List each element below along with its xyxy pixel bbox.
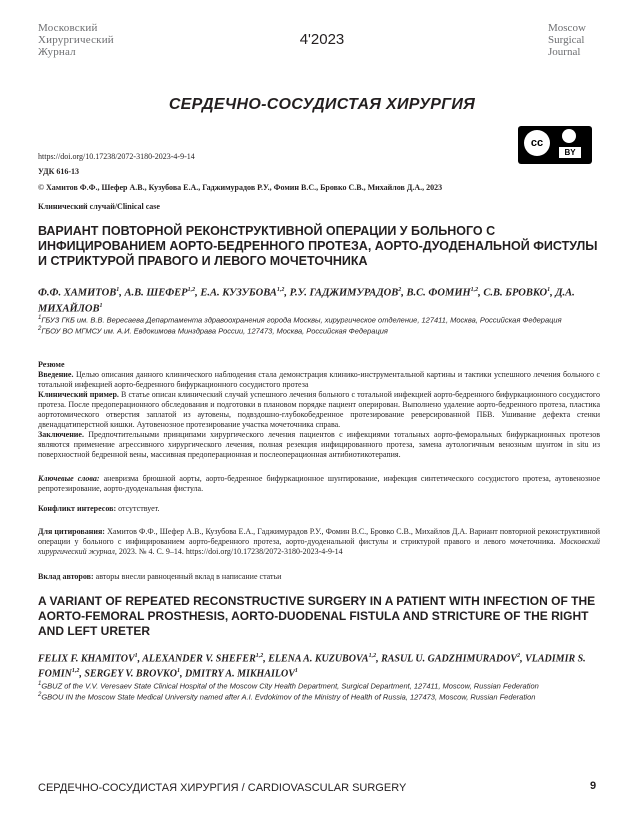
author: VLADIMIR S. FOMIN bbox=[38, 653, 586, 680]
logo-ru-line-1: Московский bbox=[38, 22, 98, 34]
affiliation-text: ГБОУ ВО МГМСУ им. А.И. Евдокимова Минздрава России, 127473, Москва, Российская Федерация bbox=[41, 326, 388, 336]
page-number: 9 bbox=[590, 780, 597, 792]
authors-en: FELIX F. KHAMITOV$^1$, ALEXANDER V. SHEFER$^{1,2}$, ELENA A. KUZUBOVA$^{1,2}$, RASUL U. GADZHIMURADOV$^2$, VLADIMIR S. FOMIN$^{1,2}$, SERGEY V. BROVKO$^1$, DMITRY A. MIKHAILOV$^1$ bbox=[38, 653, 586, 680]
case-label: Клинический пример. bbox=[38, 390, 119, 399]
case-text: В статье описан клинический случай успешного лечения больного с тотальной инфекцией аорто-бедренного бифуркационного сосудистого протеза. После предоперационного обследования и подготовки в плановом порядке пациент оперирован. Выполнено удаление аорто-бедренного протеза, пластика аортотомического отверстия заплатой из аутовены, подвздошно-глубокобедренное протезирование реверсированной ПБВ. Ушивание дефекта стенки двенадцатиперстной кишки. Аутовенозное протезирование участка мочеточника справа. bbox=[38, 390, 601, 429]
author: Ф.Ф. ХАМИТОВ bbox=[38, 287, 117, 299]
affiliation bbox=[38, 325, 598, 336]
author-sup: 1 bbox=[134, 653, 138, 659]
by-label: BY bbox=[559, 147, 581, 158]
affiliations-ru bbox=[38, 314, 598, 336]
author-sup: 1,2 bbox=[71, 668, 80, 675]
keywords-label: Ключевые слова: bbox=[38, 474, 100, 483]
author: А.В. ШЕФЕР bbox=[124, 287, 188, 299]
contribution-text: авторы внесли равноценный вклад в написание статьи bbox=[95, 572, 282, 581]
authors-ru: Ф.Ф. ХАМИТОВ$^1$, А.В. ШЕФЕР$^{1,2}$, Е.А. КУЗУБОВА$^{1,2}$, Р.У. ГАДЖИМУРАДОВ$^2$, В.С. ФОМИН$^{1,2}$, С.В. БРОВКО$^1$, Д.А. МИХАЙЛОВ$^1$ bbox=[38, 287, 575, 314]
citation-text: Хамитов Ф.Ф., Шефер А.В., Кузубова Е.А., Гаджимурадов Р.У., Фомин В.С., Бровко С.В., Михайлов Д.А. Вариант повторной реконструктивной операции у больного с инфицированием аорто-бедренного протеза, аорто-дуоденальной фистулы и стриктурой правого и левого мочеточника. bbox=[38, 527, 601, 546]
doi-link[interactable]: https://doi.org/10.17238/2072-3180-2023-4-9-14 bbox=[38, 152, 195, 161]
keywords bbox=[38, 474, 600, 494]
author: ALEXANDER V. SHEFER bbox=[142, 653, 256, 665]
author-sup: 1,2 bbox=[368, 653, 377, 659]
author: RASUL U. GADZHIMURADOV bbox=[381, 653, 518, 665]
author: DMITRY A. MIKHAILOV bbox=[184, 668, 295, 680]
abstract-ru bbox=[38, 360, 600, 460]
logo-en-line-2: Surgical bbox=[548, 34, 585, 46]
author-sup: 1 bbox=[176, 668, 180, 675]
person-icon bbox=[562, 129, 576, 143]
author-sup: 1,2 bbox=[470, 287, 479, 293]
contribution-label: Вклад авторов: bbox=[38, 572, 94, 581]
author: В.С. ФОМИН bbox=[406, 287, 471, 299]
author-sup: 2 bbox=[517, 653, 521, 659]
author-sup: 1 bbox=[116, 287, 120, 293]
author-sup: 1,2 bbox=[187, 287, 196, 293]
citation-tail: 2023. № 4. С. 9–14. https://doi.org/10.17238/2072-3180-2023-4-9-14 bbox=[118, 547, 343, 556]
conflict-label: Конфликт интересов: bbox=[38, 504, 117, 513]
copyright: © Хамитов Ф.Ф., Шефер А.В., Кузубова Е.А., Гаджимурадов Р.У., Фомин В.С., Бровко С.В., Михайлов Д.А., 2023 bbox=[38, 183, 443, 192]
affiliation-sup: 1 bbox=[38, 681, 42, 687]
article-title-ru: ВАРИАНТ ПОВТОРНОЙ РЕКОНСТРУКТИВНОЙ ОПЕРАЦИИ У БОЛЬНОГО С ИНФИЦИРОВАНИЕМ АОРТО-БЕДРЕННОГО ПРОТЕЗА, АОРТО-ДУОДЕНАЛЬНОЙ ФИСТУЛЫ И СТРИКТУРОЙ ПРАВОГО И ЛЕВОГО МОЧЕТОЧНИКА bbox=[38, 224, 598, 268]
affiliation-sup: 1 bbox=[38, 315, 42, 321]
udk: УДК 616-13 bbox=[38, 167, 80, 176]
conflict-text: отсутствует. bbox=[118, 504, 160, 513]
affiliation bbox=[38, 680, 598, 691]
conflict bbox=[38, 504, 600, 514]
issue-number: 4'2023 bbox=[299, 31, 345, 48]
logo-en-line-1: Moscow bbox=[548, 22, 586, 34]
logo-ru-line-2: Хирургический bbox=[38, 34, 114, 46]
section-title: СЕРДЕЧНО-СОСУДИСТАЯ ХИРУРГИЯ bbox=[168, 96, 476, 113]
cc-icon: cc bbox=[524, 130, 550, 156]
citation-label: Для цитирования: bbox=[38, 527, 105, 536]
affiliation-text: ГБУЗ ГКБ им. В.В. Вересаева Департамента здравоохранения города Москвы, хирургическое отделение, 127411, Москва, Российская Федерация bbox=[41, 315, 562, 325]
article-title-en: A VARIANT OF REPEATED RECONSTRUCTIVE SURGERY IN A PATIENT WITH INFECTION OF THE AORTO-FEMORAL PROSTHESIS, AORTO-DUODENAL FISTULA AND STRICTURE OF THE RIGHT AND LEFT URETER bbox=[38, 594, 596, 638]
author: Е.А. КУЗУБОВА bbox=[200, 287, 277, 299]
affiliation-text: GBUZ of the V.V. Veresaev State Clinical Hospital of the Moscow City Health Department, Surgical Department, 127411, Moscow, Russian Federation bbox=[41, 681, 539, 691]
author: ELENA A. KUZUBOVA bbox=[268, 653, 369, 665]
abstract-heading: Резюме bbox=[38, 360, 65, 369]
intro-label: Введение. bbox=[38, 370, 74, 379]
author: SERGEY V. BROVKO bbox=[84, 668, 177, 680]
author-sup: 1 bbox=[294, 668, 298, 675]
citation bbox=[38, 527, 600, 557]
journal-logo-en bbox=[548, 22, 618, 58]
logo-ru-line-3: Журнал bbox=[38, 46, 76, 58]
affiliation bbox=[38, 314, 598, 325]
cc-by-license-icon[interactable] bbox=[518, 126, 592, 164]
author-sup: 1 bbox=[547, 287, 551, 293]
conclusion-label: Заключение. bbox=[38, 430, 84, 439]
author-sup: 1,2 bbox=[255, 653, 264, 659]
affiliation-text: GBOU IN the Moscow State Medical University named after A.I. Evdokimov of the Ministry of Health of Russia, 127473, Moscow, Russian Federation bbox=[41, 692, 536, 702]
author: Р.У. ГАДЖИМУРАДОВ bbox=[289, 287, 399, 299]
affiliation-sup: 2 bbox=[38, 692, 42, 698]
citation-journal: Московский хирургический журнал, bbox=[38, 537, 601, 556]
article-type: Клинический случай/Clinical case bbox=[38, 202, 160, 211]
author-sup: 1,2 bbox=[276, 287, 285, 293]
conclusion-text: Предпочтительными принципами хирургического лечения пациентов с инфекциями тотальных аорто-феморальных бифуркационных протезов являются применение агрессивного хирургического лечения, полная резекция инфицированного протеза, замена аутологичным венозным шунтом in situ из поверхностной бедренной вены, массивная предоперационная и послеоперационная антибиотикотерапия. bbox=[38, 430, 601, 459]
author: FELIX F. KHAMITOV bbox=[38, 653, 135, 665]
logo-en-line-3: Journal bbox=[548, 46, 581, 58]
affiliation-sup: 2 bbox=[38, 326, 42, 332]
contribution bbox=[38, 572, 600, 582]
author: Д.А. МИХАЙЛОВ bbox=[38, 287, 575, 314]
author-sup: 2 bbox=[398, 287, 402, 293]
affiliations-en bbox=[38, 680, 598, 702]
keywords-text: аневризма брюшной аорты, аорто-бедренное бифуркационное шунтирование, инфекция синтетического сосудистого протеза, аутовенозное репротезирование, аорто-дуоденальная фистула. bbox=[38, 474, 601, 493]
running-title: СЕРДЕЧНО-СОСУДИСТАЯ ХИРУРГИЯ / CARDIOVASCULAR SURGERY bbox=[38, 782, 407, 794]
author-sup: 1 bbox=[99, 302, 103, 309]
intro-text: Целью описания данного клинического наблюдения стала демонстрация клинико-инструментальной картины и тактики успешного лечения больного с тотальной инфекцией аорто-бедренного бифуркационного сосудистого протеза bbox=[38, 370, 601, 389]
author: С.В. БРОВКО bbox=[483, 287, 548, 299]
affiliation bbox=[38, 691, 598, 702]
